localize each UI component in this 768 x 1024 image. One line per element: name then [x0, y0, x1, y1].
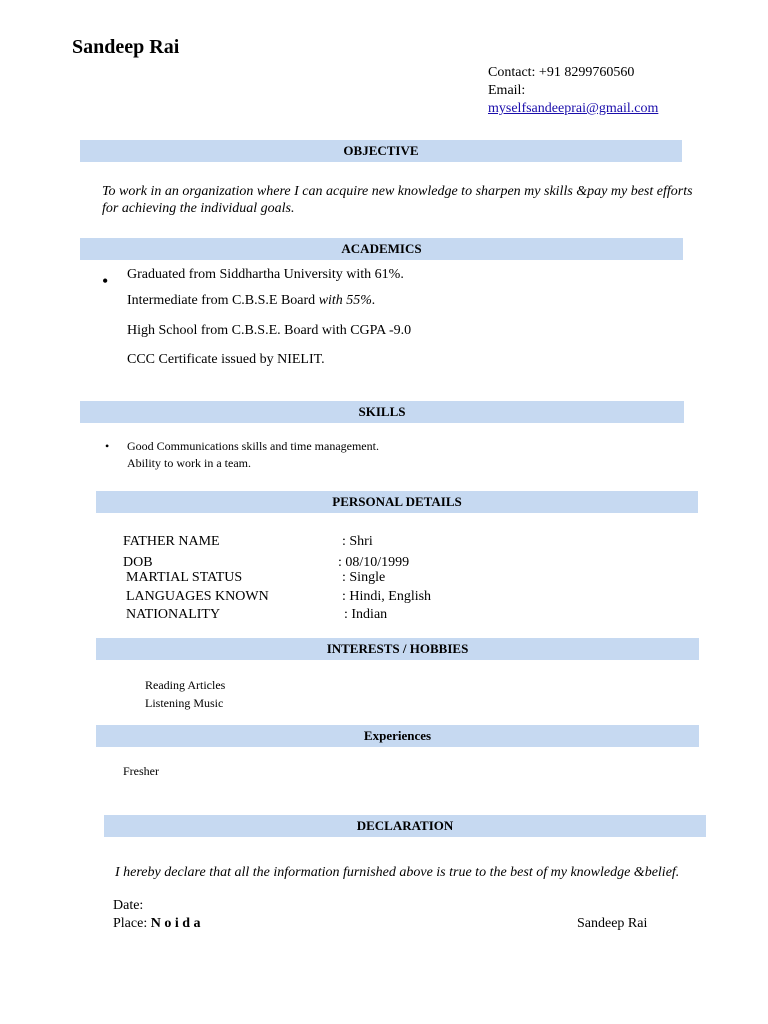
email-link[interactable]: myselfsandeeprai@gmail.com — [488, 101, 659, 116]
place-value: N o i d a — [150, 916, 201, 931]
contact-phone: Contact: +91 8299760560 — [488, 65, 635, 80]
section-header-academics: ACADEMICS — [80, 238, 683, 260]
objective-line-2: for achieving the individual goals. — [102, 201, 295, 216]
section-header-interests: INTERESTS / HOBBIES — [96, 638, 699, 660]
academic-item-text: Intermediate from C.B.S.E Board — [127, 293, 316, 308]
section-header-experiences: Experiences — [96, 725, 699, 747]
objective-line-1: To work in an organization where I can acquire new knowledge to sharpen my skills &pay my best efforts — [102, 184, 693, 199]
experience-text: Fresher — [123, 764, 159, 778]
personal-label: NATIONALITY — [126, 607, 221, 622]
email-label: Email: — [488, 83, 526, 98]
personal-value: : Single — [342, 570, 386, 585]
objective-text — [102, 183, 722, 217]
academic-item — [127, 293, 375, 309]
personal-value: : Shri — [342, 534, 373, 549]
academic-item-suffix: with 55%. — [315, 293, 376, 308]
personal-label: DOB — [123, 555, 153, 570]
declaration-text: I hereby declare that all the information furnished above is true to the best of my knowledge &belief. — [115, 865, 680, 880]
section-header-objective: OBJECTIVE — [80, 140, 682, 162]
personal-label: FATHER NAME — [123, 534, 220, 549]
bullet-icon: • — [105, 439, 110, 453]
place-label: Place: — [113, 916, 148, 931]
section-header-declaration: DECLARATION — [104, 815, 706, 837]
interest-item: Listening Music — [145, 696, 224, 710]
personal-value: : Indian — [344, 607, 388, 622]
bullet-icon: • — [102, 271, 109, 291]
personal-value: : Hindi, English — [342, 589, 432, 604]
signature-name: Sandeep Rai — [577, 916, 648, 931]
section-header-skills: SKILLS — [80, 401, 684, 423]
academic-item: Graduated from Siddhartha University with 61%. — [127, 267, 404, 282]
date-label: Date: — [113, 898, 144, 913]
contact-block — [488, 64, 658, 118]
resume-name: Sandeep Rai — [72, 36, 180, 58]
personal-label: LANGUAGES KNOWN — [126, 589, 269, 604]
section-header-personal: PERSONAL DETAILS — [96, 491, 698, 513]
academic-item: CCC Certificate issued by NIELIT. — [127, 352, 325, 367]
skill-item: Good Communications skills and time management. — [127, 439, 379, 453]
personal-label: MARTIAL STATUS — [126, 570, 243, 585]
personal-value: : 08/10/1999 — [338, 555, 410, 570]
academic-item: High School from C.B.S.E. Board with CGPA -9.0 — [127, 323, 412, 338]
place-line — [113, 916, 201, 932]
skill-item: Ability to work in a team. — [127, 456, 251, 470]
interest-item: Reading Articles — [145, 678, 226, 692]
